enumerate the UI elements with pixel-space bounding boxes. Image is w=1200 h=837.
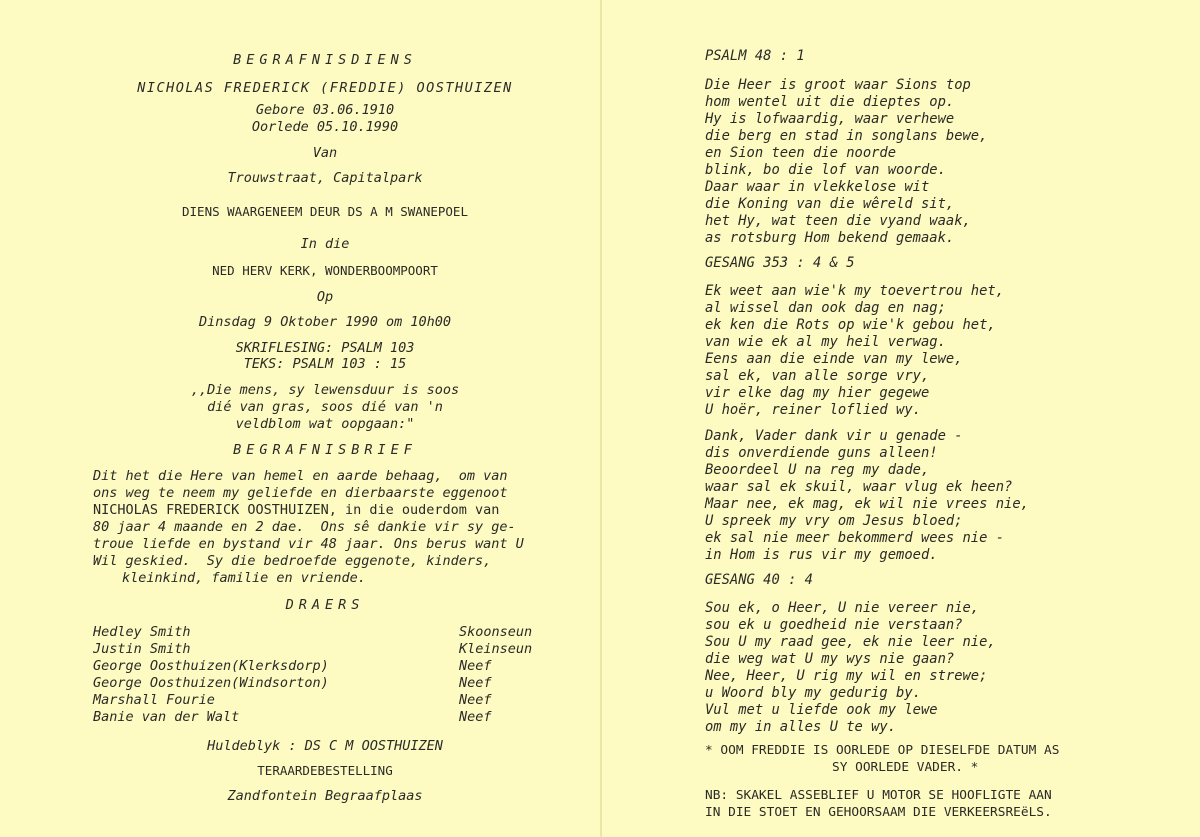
letter-line: troue liefde en bystand vir 48 jaar. Ons berus want U bbox=[93, 536, 524, 552]
deceased-name: NICHOLAS FREDERICK (FREDDIE) OOSTHUIZEN bbox=[137, 80, 513, 96]
bearers-title: DRAERS bbox=[285, 597, 365, 613]
psalm-line: die berg en stad in songlans bewe, bbox=[705, 128, 988, 144]
van-label: Van bbox=[312, 145, 338, 161]
hymn2-line: sou ek u goedheid nie verstaan? bbox=[705, 617, 963, 633]
hymn2-line: die weg wat U my wys nie gaan? bbox=[705, 651, 955, 667]
quote-line: ,,Die mens, sy lewensduur is soos bbox=[190, 382, 460, 398]
psalm-line: het Hy, wat teen die vyand waak, bbox=[705, 213, 971, 229]
service-title: BEGRAFNISDIENS bbox=[233, 52, 417, 68]
bearer-relation: Neef bbox=[459, 709, 492, 725]
hymn1-line: Maar nee, ek mag, ek wil nie vrees nie, bbox=[705, 496, 1029, 512]
hymn1-line: dis onverdiende guns alleen! bbox=[705, 445, 938, 461]
hymn1-line: sal ek, van alle sorge vry, bbox=[705, 368, 930, 384]
tribute: Huldeblyk : DS C M OOSTHUIZEN bbox=[207, 738, 443, 754]
hymn2-line: Vul met u liefde ook my lewe bbox=[705, 702, 938, 718]
hymn1-line: ek sal nie meer bekommerd wees nie - bbox=[705, 530, 1005, 546]
bearer-relation: Neef bbox=[459, 675, 492, 691]
psalm-line: Hy is lofwaardig, waar verhewe bbox=[705, 111, 955, 127]
letter-line: ons weg te neem my geliefde en dierbaarste eggenoot bbox=[93, 485, 508, 501]
bearer-name: George Oosthuizen(Klerksdorp) bbox=[93, 658, 329, 674]
hymn1-line: waar sal ek skuil, waar vlug ek heen? bbox=[705, 479, 1013, 495]
address: Trouwstraat, Capitalpark bbox=[227, 170, 423, 186]
hymn1-line: van wie ek al my heil verwag. bbox=[705, 334, 946, 350]
bearer-relation: Skoonseun bbox=[459, 624, 533, 640]
cemetery: Zandfontein Begraafplaas bbox=[227, 788, 423, 804]
right-page bbox=[602, 0, 1200, 837]
hymn1-line: ek ken die Rots op wie'k gebou het, bbox=[705, 317, 996, 333]
bearer-name: Hedley Smith bbox=[93, 624, 191, 640]
bearer-name: Marshall Fourie bbox=[93, 692, 215, 708]
death-date: Oorlede 05.10.1990 bbox=[251, 119, 399, 135]
officiant: DIENS WAARGENEEM DEUR DS A M SWANEPOEL bbox=[182, 204, 468, 219]
bearer-relation: Kleinseun bbox=[459, 641, 533, 657]
note-line: * OOM FREDDIE IS OORLEDE OP DIESELFDE DATUM AS bbox=[705, 743, 1060, 758]
psalm-line: Daar waar in vlekkelose wit bbox=[705, 179, 930, 195]
hymn1-line: al wissel dan ook dag en nag; bbox=[705, 300, 946, 316]
hymn2-line: Sou ek, o Heer, U nie vereer nie, bbox=[705, 600, 980, 616]
psalm-title: PSALM 48 : 1 bbox=[705, 48, 805, 64]
sermon-text: TEKS: PSALM 103 : 15 bbox=[243, 356, 407, 372]
hymn1-line: U spreek my vry om Jesus bloed; bbox=[705, 513, 963, 529]
hymn1-line: U hoër, reiner loflied wy. bbox=[705, 402, 921, 418]
birth-date: Gebore 03.06.1910 bbox=[255, 102, 395, 118]
psalm-line: as rotsburg Hom bekend gemaak. bbox=[705, 230, 955, 246]
hymn1-line: Ek weet aan wie'k my toevertrou het, bbox=[705, 283, 1005, 299]
letter-title: BEGRAFNISBRIEF bbox=[233, 442, 417, 458]
bearer-name: Banie van der Walt bbox=[93, 709, 240, 725]
hymn1-line: Beoordeel U na reg my dade, bbox=[705, 462, 930, 478]
letter-line: kleinkind, familie en vriende. bbox=[122, 570, 366, 586]
note-line: SY OORLEDE VADER. * bbox=[832, 760, 979, 775]
hymn1-line: Eens aan die einde van my lewe, bbox=[705, 351, 963, 367]
psalm-line: hom wentel uit die dieptes op. bbox=[705, 94, 955, 110]
hymn2-line: u Woord bly my gedurig by. bbox=[705, 685, 921, 701]
letter-line: Wil geskied. Sy die bedroefde eggenote, kinders, bbox=[93, 553, 492, 569]
psalm-line: en Sion teen die noorde bbox=[705, 145, 897, 161]
hymn2-line: Nee, Heer, U rig my wil en strewe; bbox=[705, 668, 988, 684]
church-name: NED HERV KERK, WONDERBOOMPOORT bbox=[212, 263, 438, 278]
quote-line: dié van gras, soos dié van 'n bbox=[207, 399, 443, 415]
service-date: Dinsdag 9 Oktober 1990 om 10h00 bbox=[199, 314, 451, 330]
bearer-relation: Neef bbox=[459, 658, 492, 674]
hymn1-line: Dank, Vader dank vir u genade - bbox=[705, 428, 963, 444]
burial-title: TERAARDEBESTELLING bbox=[257, 763, 393, 778]
hymn1-title: GESANG 353 : 4 & 5 bbox=[705, 255, 855, 271]
psalm-line: blink, bo die lof van woorde. bbox=[705, 162, 946, 178]
bearer-relation: Neef bbox=[459, 692, 492, 708]
psalm-line: die Koning van die wêreld sit, bbox=[705, 196, 955, 212]
bearer-name: Justin Smith bbox=[93, 641, 191, 657]
letter-line: NICHOLAS FREDERICK OOSTHUIZEN, in die ouderdom van bbox=[93, 502, 500, 518]
psalm-line: Die Heer is groot waar Sions top bbox=[705, 77, 971, 93]
letter-line: Dit het die Here van hemel en aarde behaag, om van bbox=[93, 468, 508, 484]
op-label: Op bbox=[316, 289, 334, 305]
hymn2-line: om my in alles U te wy. bbox=[705, 719, 897, 735]
hymn1-line: vir elke dag my hier gegewe bbox=[705, 385, 930, 401]
bearer-name: George Oosthuizen(Windsorton) bbox=[93, 675, 329, 691]
quote-line: veldblom wat oopgaan:" bbox=[235, 416, 415, 432]
hymn2-line: Sou U my raad gee, ek nie leer nie, bbox=[705, 634, 996, 650]
in-die-label: In die bbox=[300, 236, 350, 252]
scripture-reading: SKRIFLESING: PSALM 103 bbox=[235, 340, 415, 356]
notice-line: NB: SKAKEL ASSEBLIEF U MOTOR SE HOOFLIGTE AAN bbox=[705, 788, 1052, 803]
letter-line: 80 jaar 4 maande en 2 dae. Ons sê dankie vir sy ge- bbox=[93, 519, 516, 535]
notice-line: IN DIE STOET EN GEHOORSAAM DIE VERKEERSREëLS. bbox=[705, 805, 1052, 820]
hymn1-line: in Hom is rus vir my gemoed. bbox=[705, 547, 938, 563]
hymn2-title: GESANG 40 : 4 bbox=[705, 572, 813, 588]
